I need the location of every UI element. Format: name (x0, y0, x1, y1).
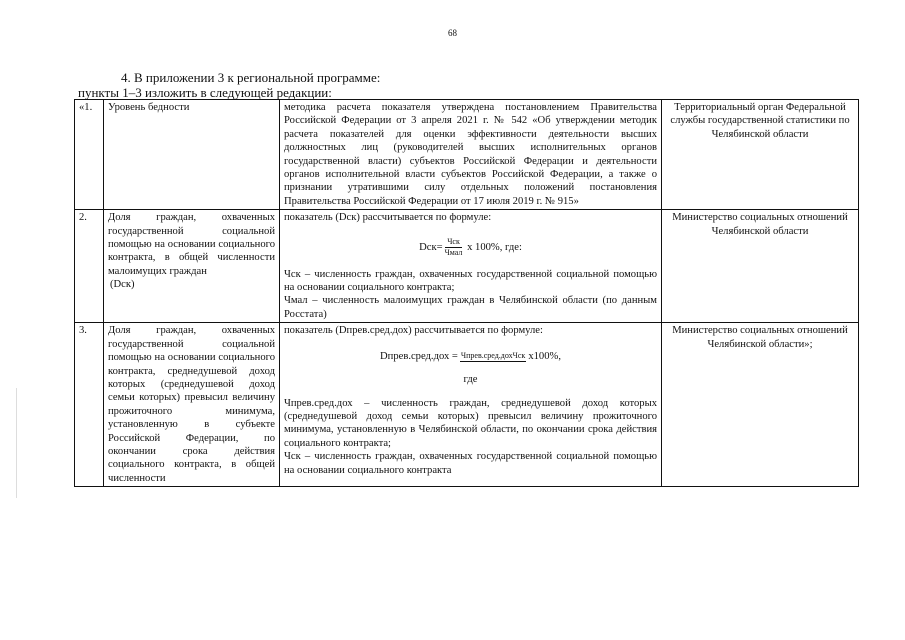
formula-numerator: Чск (445, 237, 463, 248)
method-cell (280, 323, 662, 487)
data-source: Министерство социальных отношений Челябинской области (662, 210, 859, 323)
indicator-name: Доля граждан, охваченных государственной социальной помощью на основании социального контракта, среднедушевой доход которых (среднедушевой доход семьи которых) превысил величину прожиточного минимума, установленную в субъекте Российской Федерации, по окончании срока действия социального контракта, в общей численности (104, 323, 280, 487)
intro-line-2: пункты 1–3 изложить в следующей редакции: (78, 85, 332, 100)
scan-margin-mark (16, 388, 17, 498)
row-number: 3. (75, 323, 104, 487)
method-cell (280, 210, 662, 323)
formula (284, 350, 657, 363)
page-number: 68 (448, 28, 457, 38)
formula (284, 237, 657, 258)
method-text: методика расчета показателя утверждена постановлением Правительства Российской Федерации от 3 апреля 2021 г. № 542 «Об утверждении методик расчета показателей для оценки эффективности деятельности высших должностных лиц (руководителей высших исполнительных органов государственной власти) субъектов Российской Федерации и деятельности органов исполнительной власти субъектов Российской Федерации, а также о признании утратившими силу отдельных положений постановления Правительства Российской Федерации от 17 июля 2019 г. № 915» (280, 100, 662, 210)
formula-fraction (460, 351, 526, 362)
formula-rhs: х100%, (528, 350, 561, 362)
indicator-symbol: (Dск) (110, 279, 135, 291)
formula-where: где (463, 374, 478, 386)
formula-numerator: Чпрев.сред.дохЧск (460, 350, 526, 360)
formula-lhs: Dск= (419, 241, 443, 253)
definition: Чмал – численность малоимущих граждан в Челябинской области (по данным Росстата) (284, 295, 657, 320)
table-row (75, 323, 859, 487)
definition: Чск – численность граждан, охваченных государственной социальной помощью на основании социального контракта (284, 451, 657, 476)
definition: Чпрев.сред.дох – численность граждан, среднедушевой доход которых (среднедушевой доход семьи которых) превысил величину прожиточного минимума, установленную в Челябинской области, по окончании срока действия социального контракта; (284, 397, 657, 449)
indicator-name: Доля граждан, охваченных государственной социальной помощью на основании социального контракта, в общей численности малоимущих граждан (108, 212, 275, 277)
row-number: 2. (75, 210, 104, 323)
table-row (75, 100, 859, 210)
formula-denominator: Чмал (444, 247, 463, 257)
table-row (75, 210, 859, 323)
row-number: «1. (75, 100, 104, 210)
intro-line-1: 4. В приложении 3 к региональной программе: (121, 70, 381, 85)
indicator-name-cell (104, 210, 280, 323)
data-source: Министерство социальных отношений Челябинской области»; (662, 323, 859, 487)
indicators-table (74, 99, 859, 487)
formula-fraction (445, 237, 463, 258)
formula-rhs: х 100%, где: (467, 241, 522, 253)
indicator-name: Уровень бедности (104, 100, 280, 210)
definition: Чск – численность граждан, охваченных государственной социальной помощью на основании социального контракта; (284, 268, 657, 294)
formula-lhs: Dпрев.сред.дох = (380, 350, 458, 362)
data-source: Территориальный орган Федеральной службы государственной статистики по Челябинской области (662, 100, 859, 210)
method-intro: показатель (Dск) рассчитывается по формуле: (284, 212, 492, 224)
method-intro: показатель (Dпрев.сред.дох) рассчитывается по формуле: (284, 325, 543, 337)
